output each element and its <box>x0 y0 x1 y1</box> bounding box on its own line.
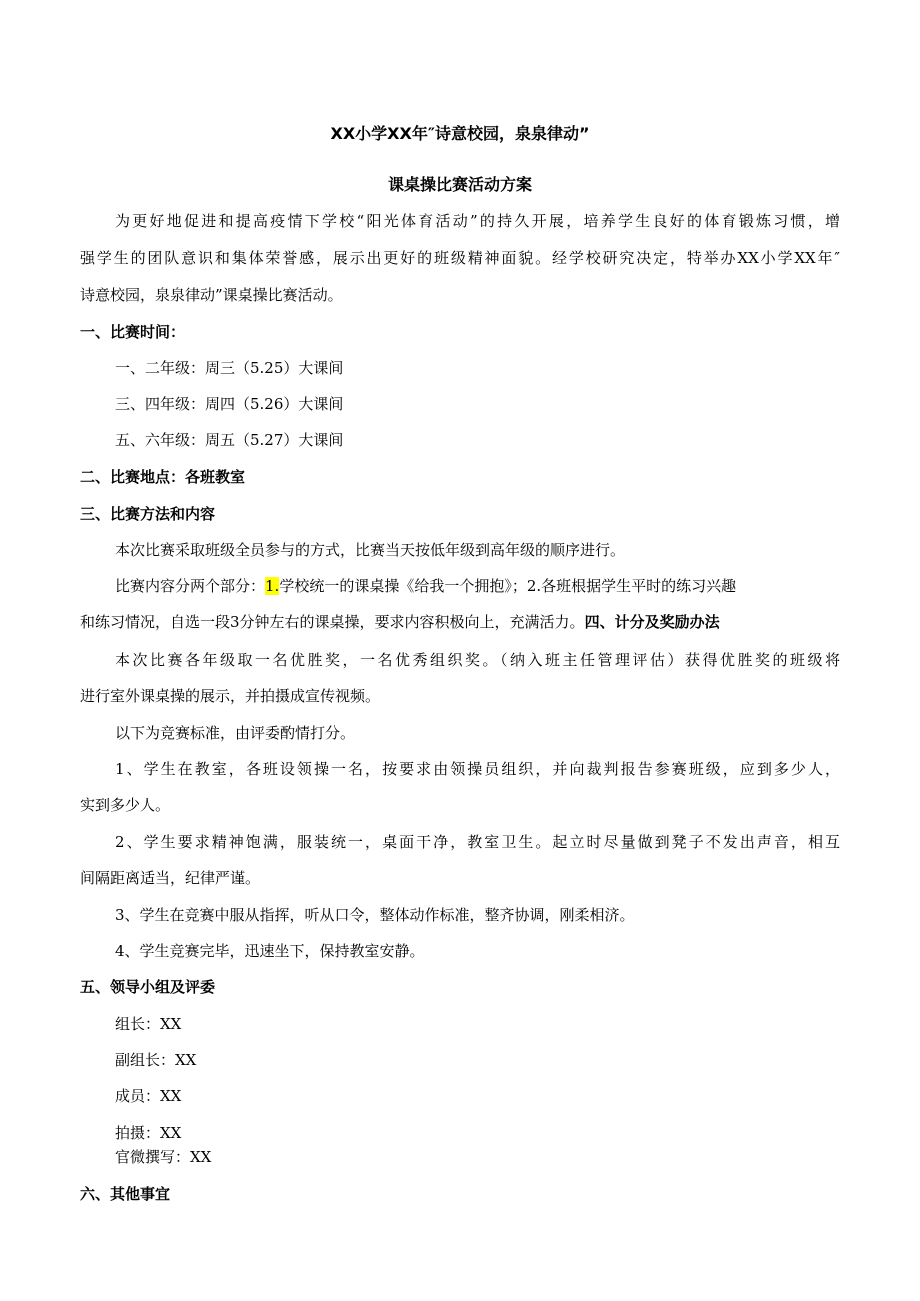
intro-line-2: 强学生的团队意识和集体荣誉感，展示出更好的班级精神面貌。经学校研究决定，特举办XX小学XX年″ <box>80 249 840 267</box>
criteria-1-line2: 实到多少人。 <box>80 796 171 814</box>
member-leader: 组长：XX <box>115 1015 182 1033</box>
criteria-2-line1: 2、学生要求精神饱满，服装统一，桌面干净，教室卫生。起立时尽量做到凳子不发出声音，相互 <box>115 833 840 851</box>
section6-heading: 六、其他事宜 <box>80 1185 171 1203</box>
criteria-4: 4、学生竞赛完毕，迅速坐下，保持教室安静。 <box>115 942 425 960</box>
intro-line-3: 诗意校园，泉泉律动”课桌操比赛活动。 <box>80 286 343 304</box>
intro-line-1: 为更好地促进和提高疫情下学校“阳光体育活动”的持久开展，培养学生良好的体育锻炼习惯，增 <box>115 212 840 230</box>
member-official-account-writer: 官微撰写：XX <box>115 1148 212 1166</box>
section1-item-1: 一、二年级：周三（5.25）大课间 <box>115 359 344 377</box>
section4-heading: 四、计分及奖励办法 <box>584 613 720 631</box>
section1-heading: 一、比赛时间： <box>80 323 186 341</box>
section4-para2: 以下为竞赛标准，由评委酌情打分。 <box>115 724 356 742</box>
section4-para1-line2: 进行室外课桌操的展示，并拍摄成宣传视频。 <box>80 687 381 705</box>
criteria-3: 3、学生在竞赛中服从指挥，听从口令，整体动作标准，整齐协调，刚柔相济。 <box>115 906 635 924</box>
section4-para1-line1: 本次比赛各年级取一名优胜奖，一名优秀组织奖。（纳入班主任管理评估）获得优胜奖的班级将 <box>115 651 840 669</box>
section5-heading: 五、领导小组及评委 <box>80 978 216 996</box>
section2-heading: 二、比赛地点：各班教室 <box>80 468 246 486</box>
section3-para1: 本次比赛采取班级全员参与的方式，比赛当天按低年级到高年级的顺序进行。 <box>115 541 626 559</box>
section3-heading: 三、比赛方法和内容 <box>80 505 216 523</box>
highlighted-text: 1. <box>265 577 280 595</box>
member-members: 成员：XX <box>115 1087 182 1105</box>
title-line-1: XX小学XX年″诗意校园，泉泉律动” <box>330 124 590 143</box>
title-line-2: 课桌操比赛活动方案 <box>387 175 532 194</box>
section1-item-2: 三、四年级：周四（5.26）大课间 <box>115 395 344 413</box>
section3-para2-line2 <box>80 611 840 633</box>
section1-item-3: 五、六年级：周五（5.27）大课间 <box>115 431 344 449</box>
criteria-2-line2: 间隔距离适当，纪律严谨。 <box>80 869 261 887</box>
section3-para2-prefix: 比赛内容分两个部分： <box>115 577 266 595</box>
section3-para2-line2-text: 和练习情况，自选一段3分钟左右的课桌操，要求内容积极向上，充满活力。 <box>80 613 585 631</box>
section3-para2-rest: 学校统一的课桌操《给我一个拥抱》；2.各班根据学生平时的练习兴趣 <box>279 577 737 595</box>
section3-para2-line1 <box>115 575 840 597</box>
member-photography: 拍摄：XX <box>115 1124 182 1142</box>
criteria-1-line1: 1、学生在教室，各班设领操一名，按要求由领操员组织，并向裁判报告参赛班级，应到多少人， <box>115 760 840 778</box>
member-deputy-leader: 副组长：XX <box>115 1051 197 1069</box>
